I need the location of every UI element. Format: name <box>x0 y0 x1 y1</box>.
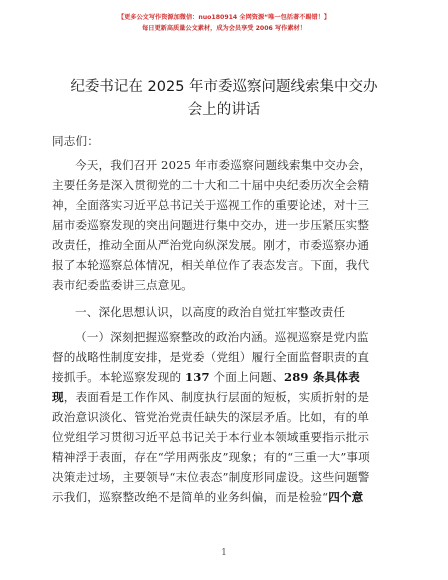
paragraph-line: 改责任，推动全面从严治党向纵深发展。刚才，市委巡察办通 <box>52 238 370 252</box>
paragraph-line: 届市委巡察发现的突出问题进行集中交办，进一步压紧压实整 <box>52 218 370 232</box>
page-number: 1 <box>221 548 227 558</box>
bold-number: 137 <box>185 370 210 384</box>
text-run: 个面上问题、 <box>209 370 284 384</box>
paragraph-line: 表市纪委监委讲三点意见。 <box>52 278 193 292</box>
text-run: 示我们，巡察整改绝不是简单的业务纠偏，而是检验“ <box>52 490 329 504</box>
paragraph-line: （一）深刻把握巡察整改的政治内涵。巡视巡察是党内监 <box>75 330 369 344</box>
promo-banner-line-2: 每日更新高质量公文素材，成为会员享受 2006 写作素材！ <box>142 25 306 32</box>
document-title-line-1: 纪委书记在 2025 年市委巡察问题线索集中交办 <box>70 79 378 95</box>
paragraph-line: 今天，我们召开 2025 年市委巡察问题线索集中交办会， <box>75 158 372 172</box>
bold-phrase: 现 <box>52 390 64 404</box>
paragraph-line <box>52 369 360 385</box>
salutation: 同志们： <box>52 134 99 148</box>
paragraph-line <box>52 389 369 405</box>
paragraph-line: 主要任务是深入贯彻党的二十大和二十届中央纪委历次全会精 <box>52 178 370 192</box>
paragraph-line: 神，全面落实习近平总书记关于巡视工作的重要论述，对十三 <box>52 198 370 212</box>
paragraph-line <box>52 489 363 505</box>
paragraph-line: 督的战略性制度安排，是党委（党组）履行全面监督职责的直 <box>52 350 370 364</box>
paragraph-line: 位党组学习贯彻习近平总书记关于本行业本领域重要指示批示 <box>52 430 370 444</box>
paragraph-line: 报了本轮巡察总体情况，相关单位作了表态发言。下面，我代 <box>52 258 370 272</box>
paragraph-line: 精神浮于表面，存在“学用两张皮”现象；有的“三重一大”事项 <box>52 450 370 464</box>
paragraph-line: 决策走过场，主要领导“末位表态”制度形同虚设。这些问题警 <box>52 470 370 484</box>
document-title-line-2: 会上的讲话 <box>187 102 261 118</box>
section-heading: 一、深化思想认识，以高度的政治自觉扛牢整改责任 <box>75 305 346 319</box>
paragraph-line: 政治意识淡化、管党治党责任缺失的深层矛盾。比如，有的单 <box>52 410 370 424</box>
bold-phrase: 四个意 <box>328 490 364 504</box>
text-run: 接抓手。本轮巡察发现的 <box>52 370 186 384</box>
promo-banner-line-1: 【更多公文写作资源加微信：nuo180914 全网资源“唯一包括著不踢错！】 <box>117 14 331 21</box>
text-run: ，表面看是工作作风、制度执行层面的短板，实质折射的是 <box>63 390 370 404</box>
bold-phrase: 289 条具体表 <box>284 370 360 384</box>
